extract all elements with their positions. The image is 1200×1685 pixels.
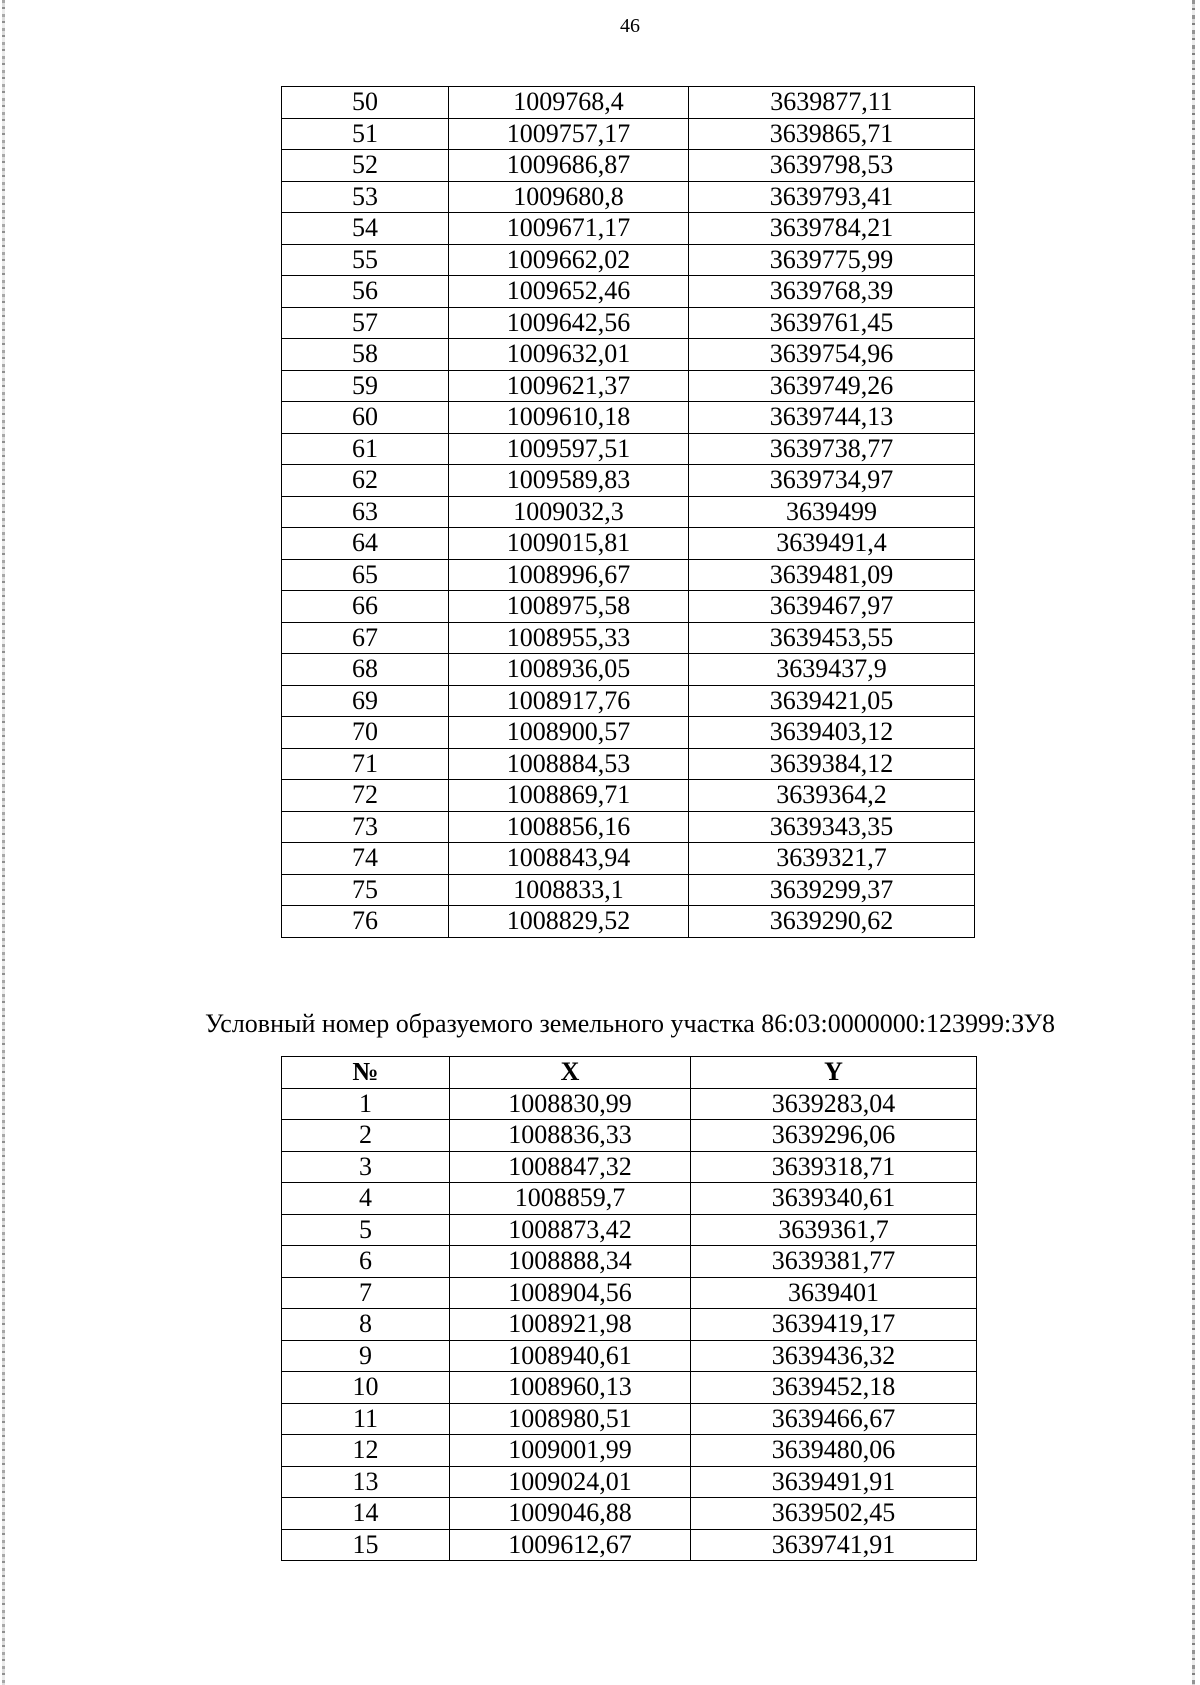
table-row: [282, 780, 975, 812]
y-coordinate-cell: 3639340,61: [691, 1183, 977, 1215]
point-number-cell: 75: [282, 874, 449, 906]
x-coordinate-cell: 1009046,88: [450, 1498, 691, 1530]
table-row: [282, 1246, 977, 1278]
point-number-cell: 10: [282, 1372, 450, 1404]
y-coordinate-cell: 3639502,45: [691, 1498, 977, 1530]
point-number-cell: 13: [282, 1466, 450, 1498]
point-number-cell: 59: [282, 370, 449, 402]
point-number-cell: 14: [282, 1498, 450, 1530]
x-coordinate-cell: 1009680,8: [449, 181, 689, 213]
point-number-cell: 6: [282, 1246, 450, 1278]
x-coordinate-cell: 1008900,57: [449, 717, 689, 749]
y-coordinate-cell: 3639865,71: [689, 118, 975, 150]
table-row: [282, 1435, 977, 1467]
x-coordinate-cell: 1008829,52: [449, 906, 689, 938]
y-coordinate-cell: 3639452,18: [691, 1372, 977, 1404]
y-coordinate-cell: 3639290,62: [689, 906, 975, 938]
point-number-cell: 1: [282, 1088, 450, 1120]
point-number-cell: 60: [282, 402, 449, 434]
point-number-cell: 69: [282, 685, 449, 717]
point-number-cell: 67: [282, 622, 449, 654]
table-row: [282, 181, 975, 213]
point-number-cell: 62: [282, 465, 449, 497]
table-row: [282, 465, 975, 497]
point-number-cell: 2: [282, 1120, 450, 1152]
x-coordinate-cell: 1008847,32: [450, 1151, 691, 1183]
table-row: [282, 622, 975, 654]
x-coordinate-cell: 1008921,98: [450, 1309, 691, 1341]
point-number-cell: 58: [282, 339, 449, 371]
point-number-cell: 3: [282, 1151, 450, 1183]
point-number-cell: 8: [282, 1309, 450, 1341]
x-coordinate-cell: 1008884,53: [449, 748, 689, 780]
x-coordinate-cell: 1008833,1: [449, 874, 689, 906]
header-x: X: [450, 1057, 691, 1089]
table-row: [282, 1529, 977, 1561]
table-row: [282, 496, 975, 528]
coordinates-table-body: [282, 87, 975, 938]
table-row: [282, 1340, 977, 1372]
table-row: [282, 276, 975, 308]
table-row: [282, 1372, 977, 1404]
y-coordinate-cell: 3639734,97: [689, 465, 975, 497]
point-number-cell: 76: [282, 906, 449, 938]
x-coordinate-cell: 1009597,51: [449, 433, 689, 465]
x-coordinate-cell: 1009642,56: [449, 307, 689, 339]
point-number-cell: 9: [282, 1340, 450, 1372]
x-coordinate-cell: 1008873,42: [450, 1214, 691, 1246]
table-row: [282, 213, 975, 245]
y-coordinate-cell: 3639877,11: [689, 87, 975, 119]
coordinates-table-header: [282, 1057, 977, 1089]
point-number-cell: 70: [282, 717, 449, 749]
table-row: [282, 370, 975, 402]
y-coordinate-cell: 3639361,7: [691, 1214, 977, 1246]
table-row: [282, 654, 975, 686]
x-coordinate-cell: 1008996,67: [449, 559, 689, 591]
y-coordinate-cell: 3639798,53: [689, 150, 975, 182]
point-number-cell: 71: [282, 748, 449, 780]
y-coordinate-cell: 3639775,99: [689, 244, 975, 276]
table-row: [282, 339, 975, 371]
y-coordinate-cell: 3639403,12: [689, 717, 975, 749]
y-coordinate-cell: 3639283,04: [691, 1088, 977, 1120]
x-coordinate-cell: 1009768,4: [449, 87, 689, 119]
point-number-cell: 61: [282, 433, 449, 465]
table-row: [282, 402, 975, 434]
x-coordinate-cell: 1008975,58: [449, 591, 689, 623]
table-row: [282, 906, 975, 938]
table-row: [282, 150, 975, 182]
y-coordinate-cell: 3639453,55: [689, 622, 975, 654]
table-row: [282, 307, 975, 339]
x-coordinate-cell: 1009032,3: [449, 496, 689, 528]
scan-edge-right: [1192, 0, 1195, 1685]
y-coordinate-cell: 3639741,91: [691, 1529, 977, 1561]
point-number-cell: 53: [282, 181, 449, 213]
point-number-cell: 51: [282, 118, 449, 150]
x-coordinate-cell: 1008917,76: [449, 685, 689, 717]
x-coordinate-cell: 1009589,83: [449, 465, 689, 497]
x-coordinate-cell: 1008856,16: [449, 811, 689, 843]
table-row: [282, 591, 975, 623]
y-coordinate-cell: 3639784,21: [689, 213, 975, 245]
x-coordinate-cell: 1009652,46: [449, 276, 689, 308]
table-row: [282, 843, 975, 875]
y-coordinate-cell: 3639481,09: [689, 559, 975, 591]
table-row: [282, 118, 975, 150]
y-coordinate-cell: 3639466,67: [691, 1403, 977, 1435]
y-coordinate-cell: 3639793,41: [689, 181, 975, 213]
table-row: [282, 433, 975, 465]
y-coordinate-cell: 3639401: [691, 1277, 977, 1309]
table-row: [282, 748, 975, 780]
table-row: [282, 1088, 977, 1120]
coordinates-table-zu8: [281, 1056, 977, 1561]
table-row: [282, 559, 975, 591]
x-coordinate-cell: 1009024,01: [450, 1466, 691, 1498]
point-number-cell: 72: [282, 780, 449, 812]
table-row: [282, 1151, 977, 1183]
coordinates-table-body: [282, 1088, 977, 1561]
y-coordinate-cell: 3639296,06: [691, 1120, 977, 1152]
y-coordinate-cell: 3639384,12: [689, 748, 975, 780]
x-coordinate-cell: 1008955,33: [449, 622, 689, 654]
header-row: [282, 1057, 977, 1089]
y-coordinate-cell: 3639749,26: [689, 370, 975, 402]
y-coordinate-cell: 3639299,37: [689, 874, 975, 906]
x-coordinate-cell: 1008830,99: [450, 1088, 691, 1120]
y-coordinate-cell: 3639364,2: [689, 780, 975, 812]
point-number-cell: 63: [282, 496, 449, 528]
x-coordinate-cell: 1008904,56: [450, 1277, 691, 1309]
table-row: [282, 1214, 977, 1246]
point-number-cell: 65: [282, 559, 449, 591]
y-coordinate-cell: 3639421,05: [689, 685, 975, 717]
x-coordinate-cell: 1009757,17: [449, 118, 689, 150]
point-number-cell: 7: [282, 1277, 450, 1309]
y-coordinate-cell: 3639381,77: [691, 1246, 977, 1278]
y-coordinate-cell: 3639491,4: [689, 528, 975, 560]
point-number-cell: 11: [282, 1403, 450, 1435]
point-number-cell: 12: [282, 1435, 450, 1467]
table-row: [282, 1309, 977, 1341]
y-coordinate-cell: 3639437,9: [689, 654, 975, 686]
x-coordinate-cell: 1008869,71: [449, 780, 689, 812]
table-row: [282, 1466, 977, 1498]
point-number-cell: 50: [282, 87, 449, 119]
point-number-cell: 54: [282, 213, 449, 245]
point-number-cell: 5: [282, 1214, 450, 1246]
table-row: [282, 1120, 977, 1152]
plot-conditional-number-caption: Условный номер образуемого земельного участка 86:03:0000000:123999:ЗУ8: [205, 1009, 1055, 1038]
table-row: [282, 528, 975, 560]
y-coordinate-cell: 3639754,96: [689, 339, 975, 371]
table-row: [282, 685, 975, 717]
point-number-cell: 73: [282, 811, 449, 843]
table-row: [282, 1498, 977, 1530]
table-row: [282, 1183, 977, 1215]
point-number-cell: 74: [282, 843, 449, 875]
x-coordinate-cell: 1009671,17: [449, 213, 689, 245]
scan-edge-left: [2, 0, 5, 1685]
point-number-cell: 4: [282, 1183, 450, 1215]
x-coordinate-cell: 1008980,51: [450, 1403, 691, 1435]
point-number-cell: 68: [282, 654, 449, 686]
table-row: [282, 244, 975, 276]
y-coordinate-cell: 3639499: [689, 496, 975, 528]
point-number-cell: 66: [282, 591, 449, 623]
y-coordinate-cell: 3639738,77: [689, 433, 975, 465]
table-row: [282, 874, 975, 906]
x-coordinate-cell: 1009621,37: [449, 370, 689, 402]
x-coordinate-cell: 1009632,01: [449, 339, 689, 371]
y-coordinate-cell: 3639321,7: [689, 843, 975, 875]
page-number: 46: [620, 15, 640, 37]
y-coordinate-cell: 3639744,13: [689, 402, 975, 434]
table-row: [282, 811, 975, 843]
x-coordinate-cell: 1009610,18: [449, 402, 689, 434]
y-coordinate-cell: 3639480,06: [691, 1435, 977, 1467]
x-coordinate-cell: 1008888,34: [450, 1246, 691, 1278]
x-coordinate-cell: 1009015,81: [449, 528, 689, 560]
x-coordinate-cell: 1008859,7: [450, 1183, 691, 1215]
header-number: №: [282, 1057, 450, 1089]
y-coordinate-cell: 3639318,71: [691, 1151, 977, 1183]
x-coordinate-cell: 1009612,67: [450, 1529, 691, 1561]
x-coordinate-cell: 1009686,87: [449, 150, 689, 182]
y-coordinate-cell: 3639436,32: [691, 1340, 977, 1372]
x-coordinate-cell: 1008940,61: [450, 1340, 691, 1372]
point-number-cell: 15: [282, 1529, 450, 1561]
x-coordinate-cell: 1008960,13: [450, 1372, 691, 1404]
x-coordinate-cell: 1009001,99: [450, 1435, 691, 1467]
x-coordinate-cell: 1008836,33: [450, 1120, 691, 1152]
table-row: [282, 1403, 977, 1435]
point-number-cell: 52: [282, 150, 449, 182]
point-number-cell: 57: [282, 307, 449, 339]
point-number-cell: 55: [282, 244, 449, 276]
x-coordinate-cell: 1009662,02: [449, 244, 689, 276]
table-row: [282, 717, 975, 749]
y-coordinate-cell: 3639761,45: [689, 307, 975, 339]
y-coordinate-cell: 3639419,17: [691, 1309, 977, 1341]
y-coordinate-cell: 3639768,39: [689, 276, 975, 308]
coordinates-table-continued: [281, 86, 975, 938]
y-coordinate-cell: 3639491,91: [691, 1466, 977, 1498]
x-coordinate-cell: 1008936,05: [449, 654, 689, 686]
y-coordinate-cell: 3639343,35: [689, 811, 975, 843]
x-coordinate-cell: 1008843,94: [449, 843, 689, 875]
y-coordinate-cell: 3639467,97: [689, 591, 975, 623]
table-row: [282, 87, 975, 119]
point-number-cell: 56: [282, 276, 449, 308]
table-row: [282, 1277, 977, 1309]
point-number-cell: 64: [282, 528, 449, 560]
header-y: Y: [691, 1057, 977, 1089]
